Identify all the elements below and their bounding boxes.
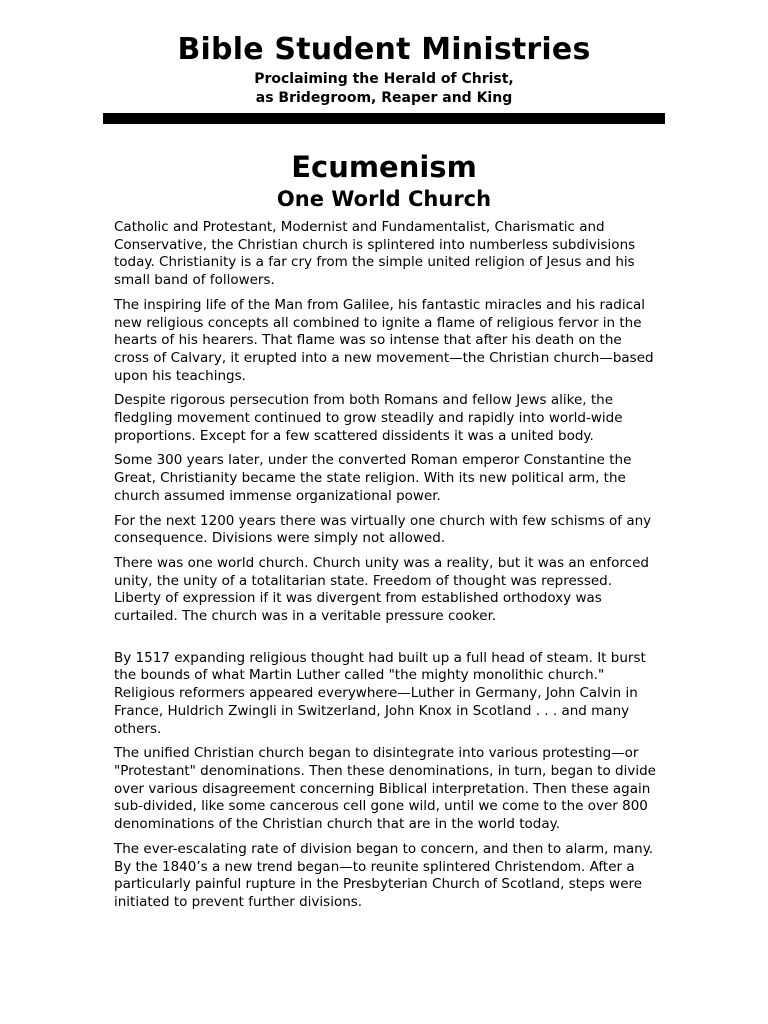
masthead	[0, 30, 768, 108]
article-body	[114, 219, 659, 919]
article-title: Ecumenism	[291, 150, 477, 184]
paragraph: Some 300 years later, under the converted Roman emperor Constantine the Great, Christianity became the state religion. With its new political arm, the church assumed immense organizational power.	[114, 452, 632, 504]
article-heading	[0, 149, 768, 213]
paragraph: The unified Christian church began to disintegrate into various protesting—or "Protestant" denominations. Then these denominations, in turn, began to divide over various disagreement concerning Biblical interpretation. Then these again sub-divided, like some cancerous cell gone wild, until we come to the over 800 denominations of the Christian church that are in the world today.	[114, 745, 656, 833]
article-subtitle: One World Church	[276, 187, 492, 211]
paragraph: Despite rigorous persecution from both Romans and fellow Jews alike, the fledgling movement continued to grow steadily and rapidly into world-wide proportions. Except for a few scattered dissidents it was a united body.	[114, 392, 623, 444]
header-divider	[103, 113, 665, 124]
paragraph: By 1517 expanding religious thought had built up a full head of steam. It burst the bounds of what Martin Luther called "the mighty monolithic church." Religious reformers appeared everywhere—Luther in Germany, John Calvin in France, Huldrich Zwingli in Switzerland, John Knox in Scotland . . . and many others.	[114, 649, 646, 737]
tagline-line-2: as Bridegroom, Reaper and King	[255, 90, 513, 106]
paragraph: Catholic and Protestant, Modernist and Fundamentalist, Charismatic and Conservative, the Christian church is splintered into numberless subdivisions today. Christianity is a far cry from the simple united religion of Jesus and his small band of followers.	[114, 219, 636, 289]
tagline-line-1: Proclaiming the Herald of Christ,	[254, 71, 514, 87]
paragraph: There was one world church. Church unity was a reality, but it was an enforced unity, the unity of a totalitarian state. Freedom of thought was repressed. Liberty of expression if it was divergent from established orthodoxy was curtailed. The church was in a veritable pressure cooker.	[114, 554, 649, 625]
paragraph: The ever-escalating rate of division began to concern, and then to alarm, many. By the 1840’s a new trend began—to reunite splintered Christendom. After a particularly painful rupture in the Presbyterian Church of Scotland, steps were initiated to prevent further divisions.	[114, 840, 654, 910]
paragraph: For the next 1200 years there was virtually one church with few schisms of any consequence. Divisions were simply not allowed.	[114, 512, 652, 547]
paragraph: The inspiring life of the Man from Galilee, his fantastic miracles and his radical new religious concepts all combined to ignite a flame of religious fervor in the hearts of his hearers. That flame was so intense that after his death on the cross of Calvary, it erupted into a new movement—the Christian church—based upon his teachings.	[114, 296, 654, 384]
organization-name: Bible Student Ministries	[177, 32, 591, 67]
